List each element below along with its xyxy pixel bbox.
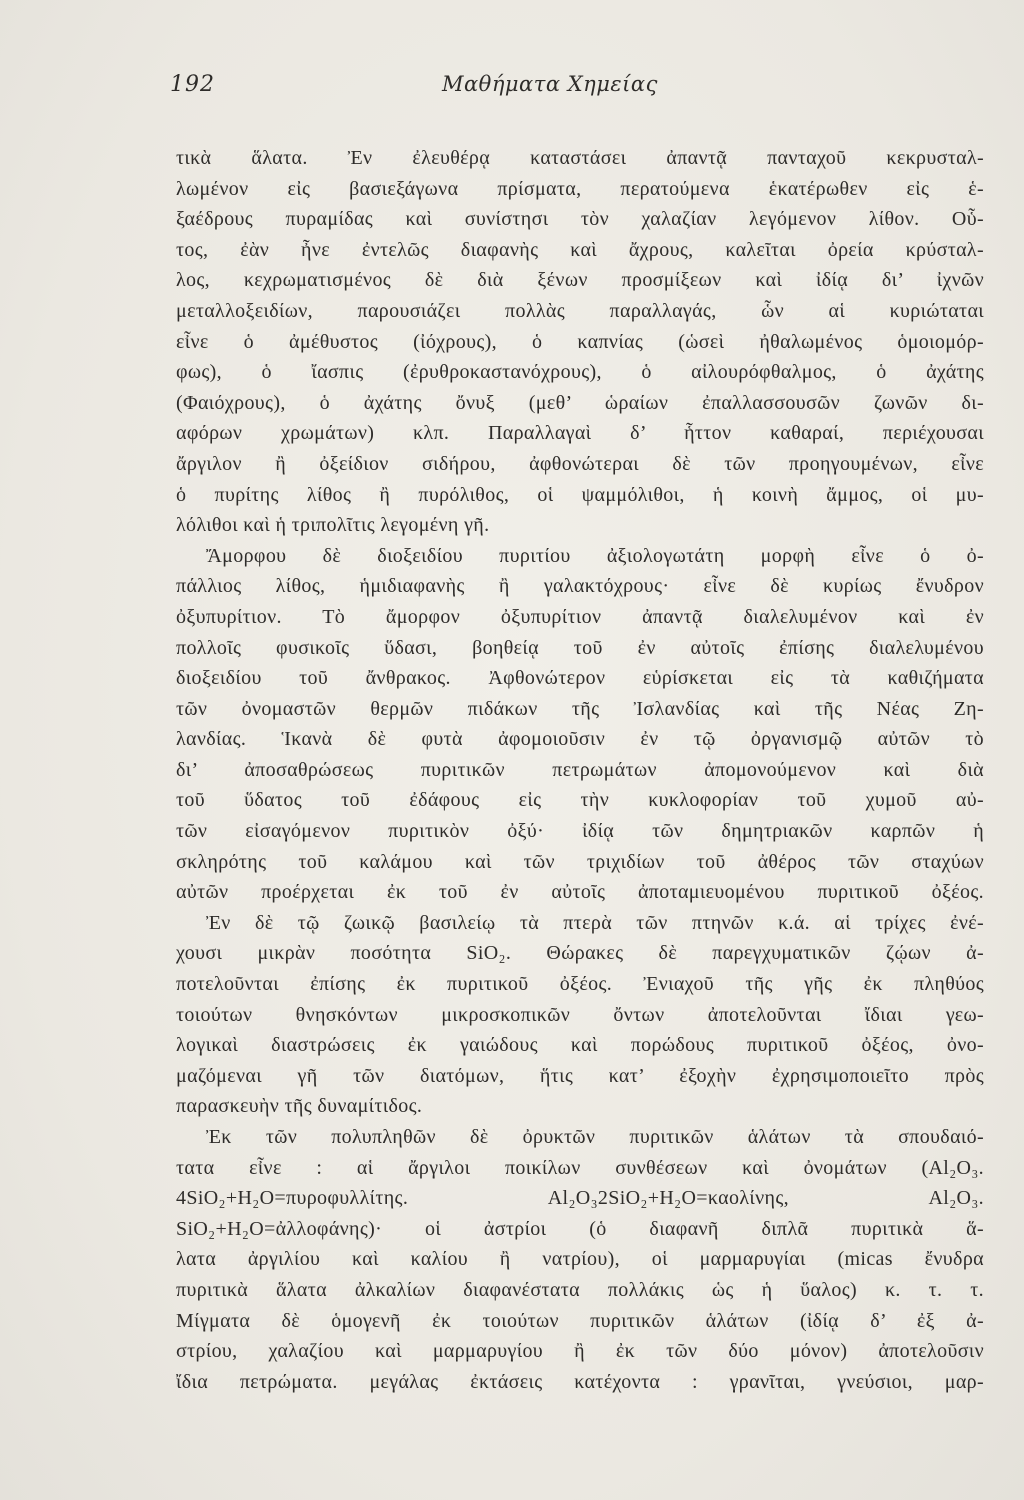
text-line: λος, κεχρωματισμένος δὲ διὰ ξένων προσμίξεων καὶ ἰδίᾳ δι’ ἰχνῶν bbox=[176, 269, 984, 292]
text-line: τατα εἶνε : αἱ ἄργιλοι ποικίλων συνθέσεων καὶ ὀνομάτων (Al₂O₃. bbox=[176, 1156, 984, 1179]
page-header bbox=[170, 72, 980, 112]
text-line: χουσι μικρὰν ποσότητα SiO₂. Θώρακες δὲ παρεγχυματικῶν ζῴων ἀ- bbox=[176, 942, 984, 965]
text-line: 4SiO₂+H₂O=πυροφυλλίτης. Al₂O₃2SiO₂+H₂O=καολίνης, Al₂O₃. bbox=[176, 1187, 984, 1210]
text-line: διοξειδίου τοῦ ἄνθρακος. Ἀφθονώτερον εὑρίσκεται εἰς τὰ καθιζήματα bbox=[176, 667, 984, 690]
text-line: Ἐκ τῶν πολυπληθῶν δὲ ὀρυκτῶν πυριτικῶν ἁλάτων τὰ σπουδαιό- bbox=[206, 1126, 984, 1148]
text-line: ποτελοῦνται ἐπίσης ἐκ πυριτικοῦ ὀξέος. Ἐνιαχοῦ τῆς γῆς ἐκ πληθύος bbox=[176, 973, 984, 996]
text-line: ὀξυπυρίτιον. Τὸ ἄμορφον ὀξυπυρίτιον ἀπαντᾷ διαλελυμένον καὶ ἐν bbox=[176, 605, 984, 628]
running-title: Μαθήματα Χημείας bbox=[442, 72, 658, 96]
text-line: τος, ἐὰν ἦνε ἐντελῶς διαφανὴς καὶ ἄχρους, καλεῖται ὀρεία κρύσταλ- bbox=[176, 238, 984, 261]
text-line: λωμένον εἰς βασιεξάγωνα πρίσματα, περατούμενα ἑκατέρωθεν εἰς ἑ- bbox=[176, 177, 984, 200]
text-line: αὐτῶν προέρχεται ἐκ τοῦ ἐν αὐτοῖς ἀποταμιευομένου πυριτικοῦ ὀξέος. bbox=[176, 881, 984, 904]
text-line: πάλλιος λίθος, ἡμιδιαφανὴς ἢ γαλακτόχρους· εἶνε δὲ κυρίως ἔνυδρον bbox=[176, 575, 984, 598]
text-line: δι’ ἀποσαθρώσεως πυριτικῶν πετρωμάτων ἀπομονούμενον καὶ διὰ bbox=[176, 758, 984, 781]
text-line: ἴδια πετρώματα. μεγάλας ἐκτάσεις κατέχοντα : γρανῖται, γνεύσιοι, μαρ- bbox=[176, 1370, 984, 1393]
text-line: ξαέδρους πυραμίδας καὶ συνίστησι τὸν χαλαζίαν λεγόμενον λίθον. Οὗ- bbox=[176, 208, 984, 231]
text-line: τῶν εἰσαγόμενον πυριτικὸν ὀξύ· ἰδίᾳ τῶν δημητριακῶν καρπῶν ἡ bbox=[176, 820, 984, 843]
text-line: λανδίας. Ἱκανὰ δὲ φυτὰ ἀφομοιοῦσιν ἐν τῷ ὀργανισμῷ αὐτῶν τὸ bbox=[176, 728, 984, 751]
text-line: Μίγματα δὲ ὁμογενῆ ἐκ τοιούτων πυριτικῶν ἁλάτων (ἰδίᾳ δ’ ἐξ ἀ- bbox=[176, 1309, 984, 1332]
page-number: 192 bbox=[170, 72, 215, 97]
text-line: Ἐν δὲ τῷ ζωικῷ βασιλείῳ τὰ πτερὰ τῶν πτηνῶν κ.ά. αἱ τρίχες ἐνέ- bbox=[206, 911, 984, 934]
text-line: τοῦ ὕδατος τοῦ ἐδάφους εἰς τὴν κυκλοφορίαν τοῦ χυμοῦ αὐ- bbox=[176, 789, 984, 812]
text-line: ἄργιλον ἢ ὀξείδιον σιδήρου, ἀφθονώτεραι δὲ τῶν προηγουμένων, εἶνε bbox=[176, 452, 984, 475]
text-line: μαζόμεναι γῆ τῶν διατόμων, ἥτις κατ’ ἐξοχὴν ἐχρησιμοποιεῖτο πρὸς bbox=[176, 1064, 984, 1087]
text-line: λόλιθοι καὶ ἡ τριπολῖτις λεγομένη γῆ. bbox=[176, 514, 490, 537]
text-line: σκληρότης τοῦ καλάμου καὶ τῶν τριχιδίων τοῦ ἀθέρος τῶν σταχύων bbox=[176, 850, 984, 873]
text-line: τοιούτων θνησκόντων μικροσκοπικῶν ὄντων ἀποτελοῦνται ἴδιαι γεω- bbox=[176, 1003, 984, 1026]
text-line: μεταλλοξειδίων, παρουσιάζει πολλὰς παραλλαγάς, ὧν αἱ κυριώταται bbox=[176, 299, 984, 322]
text-line: (Φαιόχρους), ὁ ἀχάτης ὄνυξ (μεθ’ ὡραίων ἐπαλλασσουσῶν ζωνῶν δι- bbox=[176, 391, 984, 414]
text-line: πυριτικὰ ἅλατα ἀλκαλίων διαφανέστατα πολλάκις ὡς ἡ ὕαλος) κ. τ. τ. bbox=[176, 1278, 984, 1301]
text-line: φως), ὁ ἴασπις (ἐρυθροκαστανόχρους), ὁ αἰλουρόφθαλμος, ὁ ἀχάτης bbox=[176, 361, 984, 384]
text-line: λατα ἀργιλίου καὶ καλίου ἢ νατρίου), οἱ μαρμαρυγίαι (micas ἔνυδρα bbox=[176, 1248, 984, 1271]
text-line: παρασκευὴν τῆς δυναμίτιδος. bbox=[176, 1095, 423, 1118]
text-line: ὁ πυρίτης λίθος ἢ πυρόλιθος, οἱ ψαμμόλιθοι, ἡ κοινὴ ἄμμος, οἱ μυ- bbox=[176, 483, 984, 506]
body-text bbox=[176, 143, 984, 1397]
text-line: εἶνε ὁ ἀμέθυστος (ἰόχρους), ὁ καπνίας (ὡσεὶ ἠθαλωμένος ὁμοιομόρ- bbox=[176, 330, 984, 353]
text-line: πολλοῖς φυσικοῖς ὕδασι, βοηθείᾳ τοῦ ἐν αὐτοῖς ἐπίσης διαλελυμένου bbox=[176, 636, 984, 659]
text-line: λογικαὶ διαστρώσεις ἐκ γαιώδους καὶ πορώδους πυριτικοῦ ὀξέος, ὀνο- bbox=[176, 1034, 984, 1057]
text-line: τῶν ὀνομαστῶν θερμῶν πιδάκων τῆς Ἰσλανδίας καὶ τῆς Νέας Ζη- bbox=[176, 697, 984, 720]
text-line: αφόρων χρωμάτων) κλπ. Παραλλαγαὶ δ’ ἧττον καθαραί, περιέχουσαι bbox=[176, 422, 984, 445]
text-line: SiO₂+H₂O=ἀλλοφάνης)· οἱ ἀστρίοι (ὁ διαφανῆ διπλᾶ πυριτικὰ ἅ- bbox=[176, 1217, 984, 1240]
text-line: τικὰ ἅλατα. Ἐν ἐλευθέρᾳ καταστάσει ἀπαντᾷ πανταχοῦ κεκρυσταλ- bbox=[176, 147, 984, 169]
text-line: Ἄμορφου δὲ διοξειδίου πυριτίου ἀξιολογωτάτη μορφὴ εἶνε ὁ ὀ- bbox=[206, 544, 984, 567]
text-line: στρίου, χαλαζίου καὶ μαρμαρυγίου ἢ ἐκ τῶν δύο μόνον) ἀποτελοῦσιν bbox=[176, 1340, 984, 1363]
